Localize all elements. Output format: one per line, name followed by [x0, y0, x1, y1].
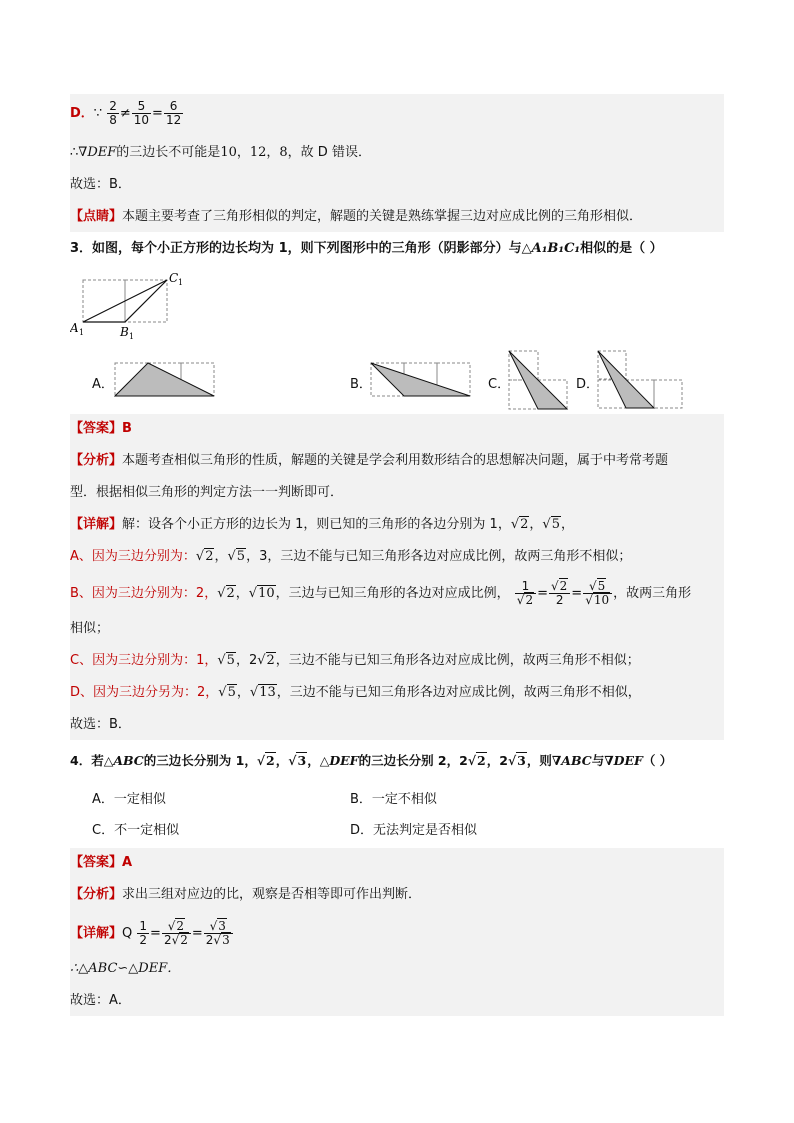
q3-detail-a: A、因为三边分别为：√2，√5，3，三边不能与已知三角形各边对应成比例，故两三角形不相似； [70, 549, 632, 564]
q4-stem: 4．若△ABC的三边长分别为 1，√2，√3，△DEF的三边长分别 2，2√2，2√3，则∇ABC与∇DEF（ ） [70, 753, 673, 768]
q3-detail-d: D、因为三边分另为：2，√5，√13，三边不能与已知三角形各边对应成比例，故两三角形不相似， [70, 685, 641, 700]
option-d-label: D． [70, 106, 94, 121]
svg-text:1: 1 [178, 278, 184, 287]
detail-tag: 【详解】 [70, 517, 123, 532]
q3-option-d-label[interactable]: D． [576, 377, 600, 392]
q3-detail-b: B、因为三边分别为：2，√2，√10，三边与已知三角形的各边对应成比例， $\frac{1}{√2}$ = $\frac{√2}{2}$ = $\frac{√5}{√10}$ ，故两三角形 [70, 579, 692, 607]
q3-option-b-label[interactable]: B． [350, 377, 372, 392]
q3-reference-figure [70, 266, 200, 340]
fraction: $\frac{5}{10}$ [133, 99, 150, 127]
q3-analysis-cont: 型．根据相似三角形的判定方法一一判断即可． [70, 485, 344, 500]
q3-detail-c: C、因为三边分别为：1，√5，2√2，三边不能与已知三角形各边对应成比例，故两三角形不相似； [70, 653, 640, 668]
choose-line: 故选：B． [70, 177, 131, 192]
sqrt: √2 [510, 517, 529, 532]
q4-answer: 【答案】A [70, 855, 133, 870]
vertex-a1-label: A [70, 321, 79, 335]
q4-option-c[interactable]: C．不一定相似 [92, 823, 180, 838]
q4-option-d[interactable]: D．无法判定是否相似 [350, 823, 478, 838]
svg-text:1: 1 [79, 328, 85, 337]
answer-tag: 【答案】 [70, 421, 123, 436]
fraction: $\frac{2}{8}$ [109, 99, 117, 127]
option-d-reason: D．∵ $\frac{2}{8}$ ≠ $\frac{5}{10}$ = $\frac{6}{12}$ [70, 99, 182, 127]
q4-option-a[interactable]: A．一定相似 [92, 792, 166, 807]
q3-option-c-label[interactable]: C． [488, 377, 511, 392]
svg-text:1: 1 [129, 332, 135, 340]
comment-line: 【点睛】本题主要考查了三角形相似的判定，解题的关键是熟练掌握三边对应成比例的三角形相似． [70, 209, 643, 224]
q3-option-a-figure[interactable] [114, 362, 218, 398]
answer-tag: 【答案】 [70, 855, 123, 870]
q4-analysis: 【分析】求出三组对应边的比，观察是否相等即可作出判断． [70, 887, 422, 902]
detail-tag: 【详解】 [70, 926, 123, 941]
q3-option-d-figure[interactable] [597, 350, 683, 410]
q3-choose: 故选：B． [70, 717, 131, 732]
q4-detail: 【详解】Q $\frac{1}{2}$ = $\frac{√2}{2√2}$ = $\frac{√3}{2√3}$ [70, 916, 724, 952]
analysis-tag: 【分析】 [70, 887, 123, 902]
q4-therefore: ∴△ABC∽△DEF． [70, 961, 181, 976]
analysis-tag: 【分析】 [70, 453, 123, 468]
q3-answer: 【答案】B [70, 421, 132, 436]
q3-detail-intro: 【详解】解：设各个小正方形的边长为 1，则已知的三角形的各边分别为 1，√2，√5， [70, 514, 724, 536]
comment-tag: 【点睛】 [70, 209, 123, 224]
q4-option-b[interactable]: B．一定不相似 [350, 792, 437, 807]
option-d-conclusion: ∴∇DEF的三边长不可能是10，12，8，故 D 错误． [70, 145, 371, 160]
vertex-b1-label: B [120, 325, 129, 339]
fraction: $\frac{6}{12}$ [165, 99, 182, 127]
q3-option-b-figure[interactable] [370, 362, 474, 398]
q4-choose: 故选：A． [70, 993, 131, 1008]
sqrt: √5 [542, 517, 560, 532]
q3-option-c-figure[interactable] [508, 350, 570, 410]
q3-stem: 3．如图，每个小正方形的边长均为 1，则下列图形中的三角形（阴影部分）与△A₁B₁C₁相似的是（ ） [70, 241, 663, 256]
vertex-c1-label: C [169, 271, 179, 285]
q3-analysis: 【分析】本题考查相似三角形的性质，解题的关键是学会利用数形结合的思想解决问题，属于中考常考题 [70, 453, 669, 468]
q3-detail-b-cont: 相似； [70, 621, 110, 636]
q3-option-a-label[interactable]: A． [92, 377, 114, 392]
